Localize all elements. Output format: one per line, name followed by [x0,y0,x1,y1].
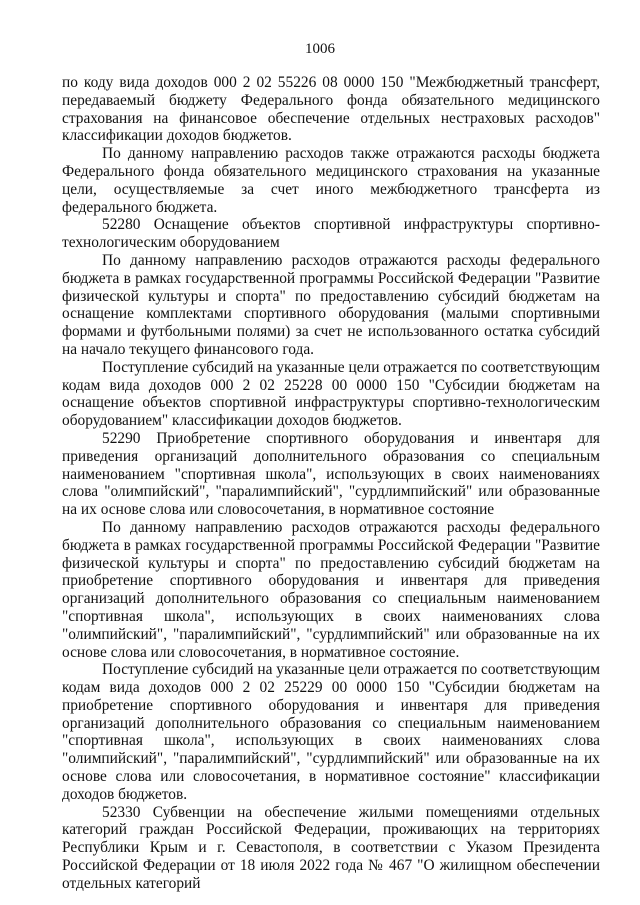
section-heading-52280: 52280 Оснащение объектов спортивной инфраструктуры спортивно-технологическим оборудованием [62,216,600,252]
document-body [62,74,600,893]
paragraph: По данному направлению расходов отражаются расходы федерального бюджета в рамках государственной программы Российской Федерации "Развитие физической культуры и спорта" по предоставлению субсидий бюджетам на оснащение комплектами спортивного оборудования (малыми спортивными формами и футбольными полями) за счет не использованного остатка субсидий на начало текущего финансового года. [62,251,600,358]
paragraph: Поступление субсидий на указанные цели отражается по соответствующим кодам вида доходов 000 2 02 25228 00 0000 150 "Субсидии бюджетам на оснащение объектов спортивной инфраструктуры спортивно-технологическим оборудованием" классификации доходов бюджетов. [62,358,600,430]
page-number: 1006 [305,41,335,57]
paragraph: По данному направлению расходов также отражаются расходы бюджета Федерального фонда обязательного медицинского страхования на указанные цели, осуществляемые за счет иного межбюджетного трансферта из федерального бюджета. [62,145,600,216]
paragraph: Поступление субсидий на указанные цели отражается по соответствующим кодам вида доходов 000 2 02 25229 00 0000 150 "Субсидии бюджетам на приобретение спортивного оборудования и инвентаря для приведения организаций дополнительного образования со специальным наименованием "спортивная школа", использующих в своих наименованиях слова "олимпийский", "паралимпийский", "сурдлимпийский" или образованные на их основе слова или словосочетания, в нормативное состояние" классификации доходов бюджетов. [62,661,600,803]
paragraph-continuation: по коду вида доходов 000 2 02 55226 08 0000 150 "Межбюджетный трансферт, передаваемый бюджету Федерального фонда обязательного медицинского страхования на финансовое обеспечение отдельных нестраховых расходов" классификации доходов бюджетов. [62,74,600,145]
paragraph: По данному направлению расходов отражаются расходы федерального бюджета в рамках государственной программы Российской Федерации "Развитие физической культуры и спорта" по предоставлению субсидий бюджетам на приобретение спортивного оборудования и инвентаря для приведения организаций дополнительного образования со специальным наименованием "спортивная школа", использующих в своих наименованиях слова "олимпийский", "паралимпийский", "сурдлимпийский" или образованные на их основе слова или словосочетания, в нормативное состояние. [62,518,600,661]
section-heading-52290: 52290 Приобретение спортивного оборудования и инвентаря для приведения организаций дополнительного образования со специальным наименованием "спортивная школа", использующих в своих наименованиях слова "олимпийский", "паралимпийский", "сурдлимпийский" или образованные на их основе слова или словосочетания, в нормативное состояние [62,429,600,519]
section-heading-52330: 52330 Субвенции на обеспечение жилыми помещениями отдельных категорий граждан Российской Федерации, проживающих на территориях Республики Крым и г. Севастополя, в соответствии с Указом Президента Российской Федерации от 18 июля 2022 года № 467 "О жилищном обеспечении отдельных категорий [62,803,600,892]
